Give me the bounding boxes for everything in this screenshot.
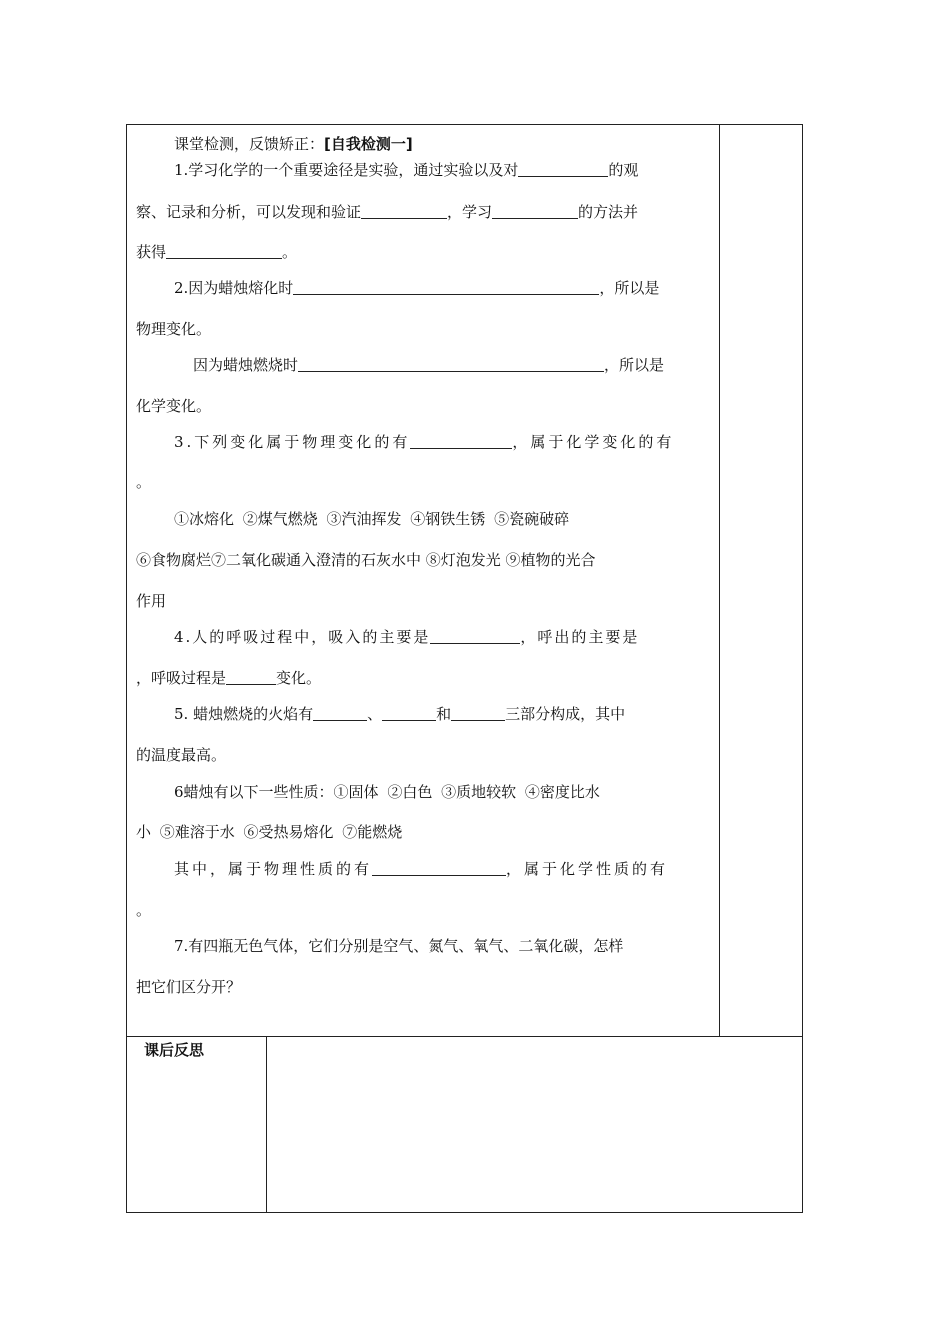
q4-text: 4.人的呼吸过程中，吸入的主要是 <box>174 628 431 646</box>
question-5-line-2: 的温度最高。 <box>136 746 227 764</box>
reflection-area[interactable] <box>267 1037 802 1212</box>
question-6-line-4: 。 <box>136 901 152 919</box>
q2-text: ，所以是 <box>604 356 665 374</box>
q5-blank-2[interactable] <box>382 706 436 721</box>
q2-blank-2[interactable] <box>298 357 604 372</box>
q6-text: ，属于化学性质的有 <box>506 860 669 878</box>
notes-column-divider <box>719 124 720 1036</box>
question-2-line-1 <box>174 278 659 298</box>
q4-text: ，呼吸过程是 <box>136 669 227 687</box>
q3-text: ，属于化学变化的有 <box>512 433 675 451</box>
question-7-line-2: 把它们区分开？ <box>136 978 242 996</box>
q1-blank-1[interactable] <box>518 162 608 177</box>
q5-text: 、 <box>367 705 383 723</box>
section-heading-label: 课堂检测，反馈矫正： <box>174 135 325 153</box>
question-6-line-3 <box>174 859 668 879</box>
after-class-reflection-label: 课后反思 <box>144 1041 205 1059</box>
q1-blank-4[interactable] <box>166 244 282 259</box>
q1-blank-3[interactable] <box>492 204 578 219</box>
q1-text: 。 <box>282 243 298 261</box>
q2-text: ，所以是 <box>599 279 660 297</box>
q1-text: 的观 <box>608 161 639 179</box>
question-6-line-2: 小 ⑤难溶于水 ⑥受热易熔化 ⑦能燃烧 <box>136 823 403 841</box>
q1-text: ，学习 <box>447 203 493 221</box>
q1-blank-2[interactable] <box>361 204 447 219</box>
question-2-line-3 <box>193 355 664 375</box>
q2-text: 因为蜡烛燃烧时 <box>193 356 299 374</box>
q2-blank-1[interactable] <box>293 280 599 295</box>
q1-text: 的方法并 <box>578 203 639 221</box>
q4-blank-2[interactable] <box>226 670 276 685</box>
question-2-line-2: 物理变化。 <box>136 320 212 338</box>
q1-text: 1.学习化学的一个重要途径是实验，通过实验以及对 <box>174 161 519 179</box>
q4-text: 变化。 <box>276 669 322 687</box>
self-test-tag: [自我检测一] <box>324 135 413 153</box>
question-3-line-2: 。 <box>136 473 152 491</box>
question-3-options-3: 作用 <box>136 592 167 610</box>
q1-text: 察、记录和分析，可以发现和验证 <box>136 203 362 221</box>
question-4-line-1 <box>174 627 639 647</box>
q3-text: 3.下列变化属于物理变化的有 <box>174 433 411 451</box>
section-heading <box>174 134 413 154</box>
q5-blank-1[interactable] <box>313 706 367 721</box>
question-6-line-1: 6蜡烛有以下一些性质：①固体 ②白色 ③质地较软 ④密度比水 <box>174 783 600 801</box>
q4-blank-1[interactable] <box>430 629 520 644</box>
q3-blank-1[interactable] <box>410 434 512 449</box>
question-5-line-1 <box>174 704 625 724</box>
question-7-line-1: 7.有四瓶无色气体，它们分别是空气、氮气、氧气、二氧化碳，怎样 <box>174 937 624 955</box>
question-3-line-1 <box>174 432 674 452</box>
q1-text: 获得 <box>136 243 167 261</box>
question-3-options-1: ①冰熔化 ②煤气燃烧 ③汽油挥发 ④钢铁生锈 ⑤瓷碗破碎 <box>174 510 570 528</box>
q5-text: 和 <box>436 705 452 723</box>
question-1-line-2 <box>136 202 638 222</box>
question-1-line-3 <box>136 242 297 262</box>
q5-text: 三部分构成，其中 <box>505 705 626 723</box>
q4-text: ，呼出的主要是 <box>520 628 640 646</box>
q5-text: 5. 蜡烛燃烧的火焰有 <box>174 705 314 723</box>
question-2-line-4: 化学变化。 <box>136 397 212 415</box>
question-4-line-2 <box>136 668 321 688</box>
question-3-options-2: ⑥食物腐烂⑦二氧化碳通入澄清的石灰水中 ⑧灯泡发光 ⑨植物的光合 <box>136 551 596 569</box>
question-1-line-1 <box>174 160 638 180</box>
q6-blank-1[interactable] <box>372 861 506 876</box>
q5-blank-3[interactable] <box>451 706 505 721</box>
q2-text: 2.因为蜡烛熔化时 <box>174 279 294 297</box>
q6-text: 其中，属于物理性质的有 <box>174 860 373 878</box>
